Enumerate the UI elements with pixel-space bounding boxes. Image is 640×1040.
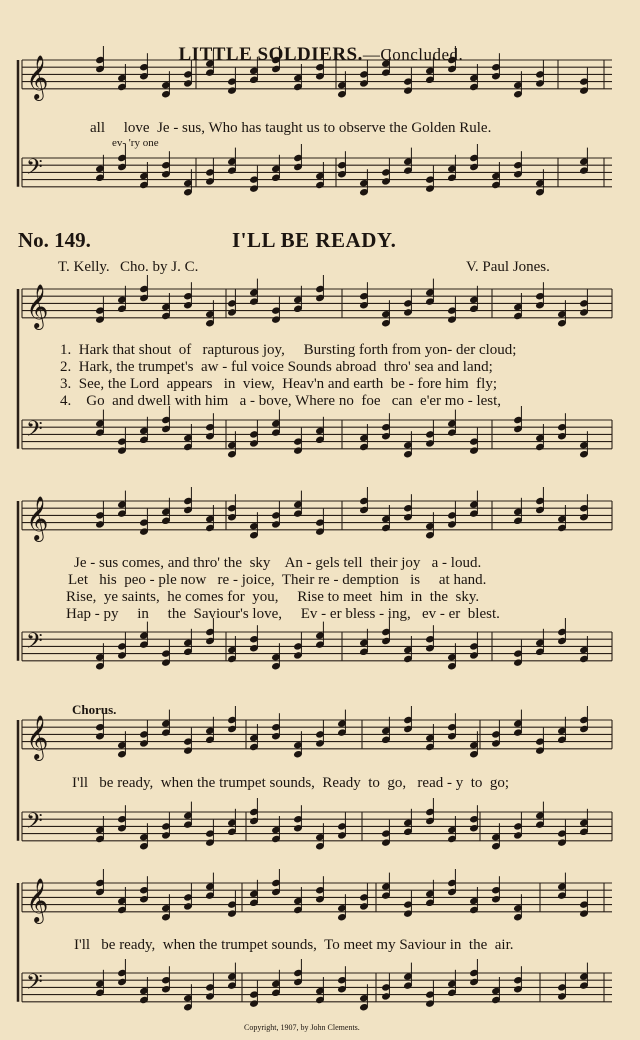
verse-a-4: 4. Go and dwell with him a - bove, Where no foe can e'er mo - lest, [60,393,502,409]
bass-clef-icon: 𝄢 [26,155,43,185]
copyright: Copyright, 1907, by John Clements. [244,1023,360,1032]
verse-b-1: Je - sus comes, and thro' the sky An - gels tell their joy a - loud. [74,555,482,571]
hymn-number: No. 149. [18,228,91,252]
verse-b-2: Let his peo - ple now re - joice, Their re - demption is at hand. [68,572,487,588]
chorus-credit: Cho. by J. C. [120,259,199,275]
bass-clef-icon: 𝄢 [26,809,43,839]
words-credit: T. Kelly. [58,259,110,275]
verse-a-3: 3. See, the Lord appears in view, Heav'n and earth be - fore him fly; [60,376,497,392]
treble-clef-icon: 𝄞 [26,878,49,922]
chorus-line-1: I'll be ready, when the trumpet sounds, Ready to go, read - y to go; [72,775,510,791]
chorus-line-2: I'll be ready, when the trumpet sounds, To meet my Saviour in the air. [74,937,514,953]
chorus-label: Chorus. [72,702,117,717]
hymn-title: I'LL BE READY. [232,228,397,252]
page-title: LITTLE SOLDIERS.—Concluded. [178,44,464,65]
bass-clef-icon: 𝄢 [26,970,43,1000]
treble-clef-icon: 𝄞 [26,496,49,540]
bass-clef-icon: 𝄢 [26,629,43,659]
verse-a-1: 1. Hark that shout of rapturous joy, Bursting forth from yon- der cloud; [60,342,517,358]
verse-a-2: 2. Hark, the trumpet's aw - ful voice Sounds abroad thro' sea and land; [60,359,493,375]
bass-clef-icon: 𝄢 [26,417,43,447]
treble-clef-icon: 𝄞 [26,55,49,99]
top-lyric: all love Je - sus, Who has taught us to observe the Golden Rule. [90,120,492,136]
verse-b-4: Hap - py in the Saviour's love, Ev - er bless - ing, ev - er blest. [66,606,500,622]
top-alt-lyric: ev- 'ry one [112,137,159,149]
verse-b-3: Rise, ye saints, he comes for you, Rise to meet him in the sky. [66,589,480,605]
treble-clef-icon: 𝄞 [26,715,49,759]
treble-clef-icon: 𝄞 [26,284,49,328]
music-credit: V. Paul Jones. [466,259,550,275]
